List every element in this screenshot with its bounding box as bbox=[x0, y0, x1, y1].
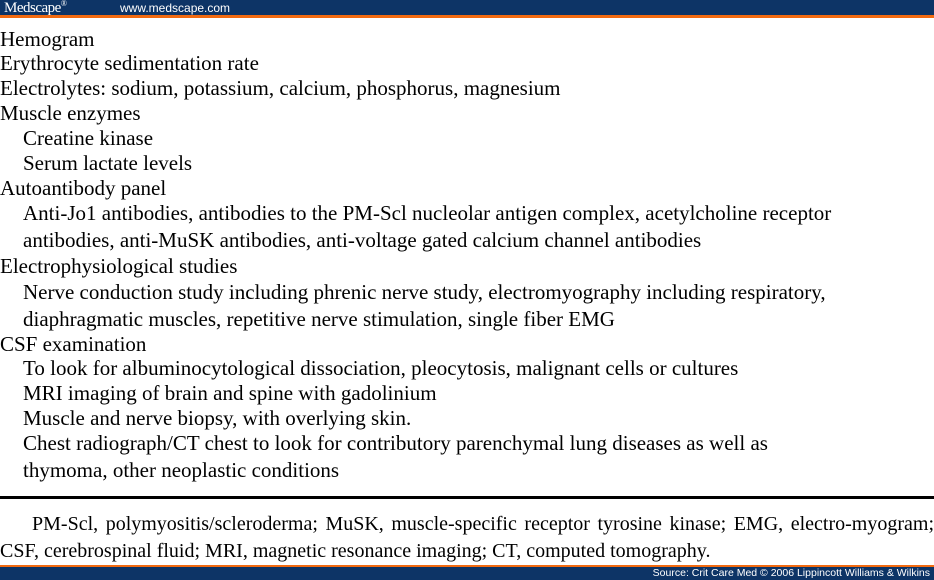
list-item: Muscle enzymes bbox=[0, 101, 141, 125]
list-item: CSF examination bbox=[0, 332, 147, 356]
list-subitem: Anti-Jo1 antibodies, antibodies to the PM-Scl nucleolar antigen complex, acetylcholine receptor bbox=[23, 201, 832, 225]
divider bbox=[0, 496, 934, 499]
list-subitem: MRI imaging of brain and spine with gadolinium bbox=[23, 381, 437, 405]
logo-text: Medscape bbox=[4, 0, 61, 16]
header-bar bbox=[0, 0, 934, 18]
medscape-logo[interactable] bbox=[4, 0, 66, 17]
list-item: Electrophysiological studies bbox=[0, 254, 238, 278]
logo-mark: ® bbox=[60, 0, 67, 8]
list-subitem: Chest radiograph/CT chest to look for contributory parenchymal lung diseases as well as bbox=[23, 431, 768, 455]
footer-bar bbox=[0, 565, 934, 580]
list-subitem: Creatine kinase bbox=[23, 126, 154, 150]
list-subitem: antibodies, anti-MuSK antibodies, anti-voltage gated calcium channel antibodies bbox=[23, 228, 702, 252]
list-item: Hemogram bbox=[0, 27, 95, 51]
list-subitem: To look for albuminocytological dissociation, pleocytosis, malignant cells or cultures bbox=[23, 356, 739, 380]
list-item: Electrolytes: sodium, potassium, calcium, phosphorus, magnesium bbox=[0, 76, 561, 100]
list-subitem: Muscle and nerve biopsy, with overlying skin. bbox=[23, 406, 412, 430]
list-subitem: Nerve conduction study including phrenic nerve study, electromyography including respiratory, bbox=[23, 280, 826, 304]
site-url[interactable]: www.medscape.com bbox=[120, 1, 231, 15]
list-item: Erythrocyte sedimentation rate bbox=[0, 51, 259, 75]
list-item: Autoantibody panel bbox=[0, 176, 167, 200]
footnote: PM-Scl, polymyositis/scleroderma; MuSK, muscle-specific receptor tyrosine kinase; EMG, electro-myogram; CSF, cerebrospinal fluid; MRI, magnetic resonance imaging; CT, computed tomography. bbox=[0, 513, 934, 562]
list-subitem: diaphragmatic muscles, repetitive nerve stimulation, single fiber EMG bbox=[23, 307, 615, 331]
list-subitem: Serum lactate levels bbox=[23, 151, 193, 175]
list-subitem: thymoma, other neoplastic conditions bbox=[23, 458, 340, 482]
source-citation: Source: Crit Care Med © 2006 Lippincott Williams & Wilkins bbox=[652, 567, 930, 579]
